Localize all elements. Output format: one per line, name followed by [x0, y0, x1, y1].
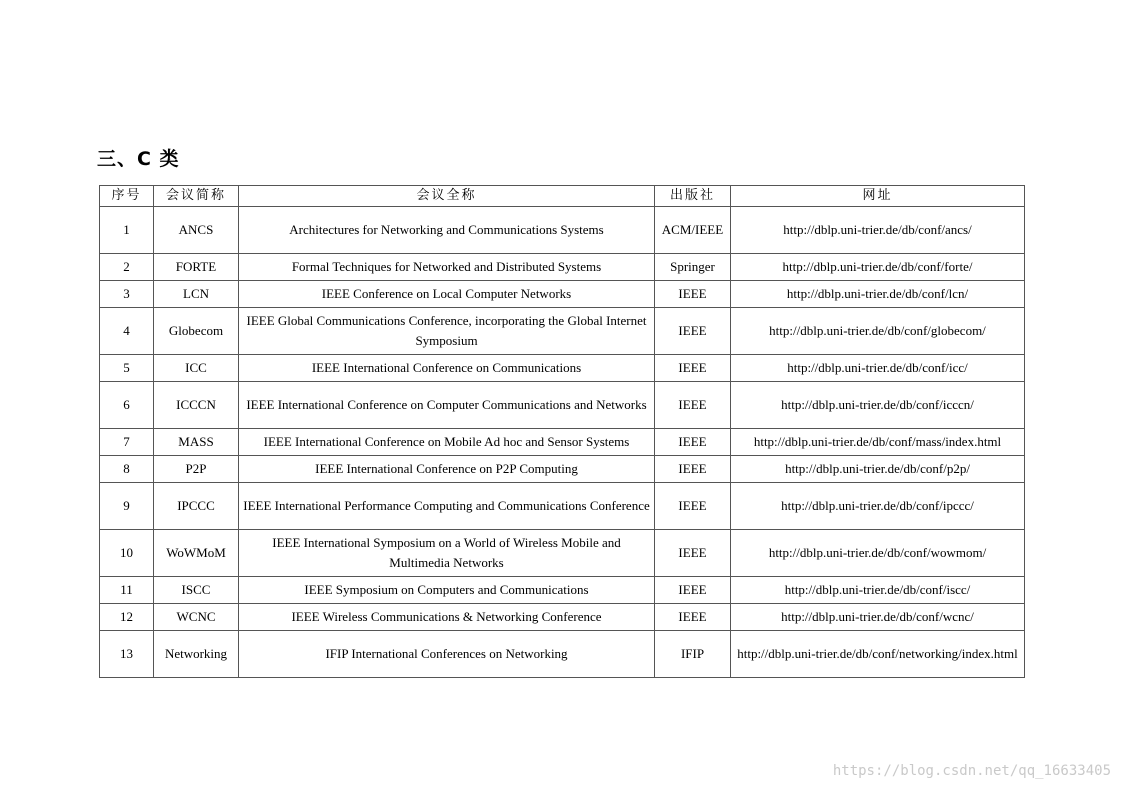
cell-url[interactable]: http://dblp.uni-trier.de/db/conf/forte/: [731, 254, 1025, 281]
cell-publisher: IEEE: [655, 456, 731, 483]
cell-abbr: Globecom: [154, 308, 239, 355]
cell-no: 3: [100, 281, 154, 308]
cell-no: 12: [100, 604, 154, 631]
cell-abbr: ISCC: [154, 577, 239, 604]
cell-abbr: ICCCN: [154, 382, 239, 429]
cell-publisher: IEEE: [655, 483, 731, 530]
cell-full-name: Formal Techniques for Networked and Distributed Systems: [239, 254, 655, 281]
cell-full-name: IEEE International Conference on Mobile Ad hoc and Sensor Systems: [239, 429, 655, 456]
header-url: 网址: [731, 186, 1025, 207]
cell-publisher: ACM/IEEE: [655, 207, 731, 254]
cell-full-name: IEEE International Conference on Communications: [239, 355, 655, 382]
table-row: [100, 483, 1025, 530]
cell-abbr: Networking: [154, 631, 239, 678]
table-row: [100, 631, 1025, 678]
cell-publisher: IEEE: [655, 530, 731, 577]
cell-no: 11: [100, 577, 154, 604]
cell-full-name: IEEE International Conference on P2P Computing: [239, 456, 655, 483]
cell-publisher: IEEE: [655, 281, 731, 308]
cell-url[interactable]: http://dblp.uni-trier.de/db/conf/ipccc/: [731, 483, 1025, 530]
cell-abbr: WoWMoM: [154, 530, 239, 577]
watermark: https://blog.csdn.net/qq_16633405: [832, 763, 1111, 779]
cell-url[interactable]: http://dblp.uni-trier.de/db/conf/networking/index.html: [731, 631, 1025, 678]
cell-no: 10: [100, 530, 154, 577]
header-publisher: 出版社: [655, 186, 731, 207]
table-row: [100, 577, 1025, 604]
cell-publisher: IEEE: [655, 308, 731, 355]
cell-abbr: ANCS: [154, 207, 239, 254]
cell-abbr: IPCCC: [154, 483, 239, 530]
cell-url[interactable]: http://dblp.uni-trier.de/db/conf/globecom/: [731, 308, 1025, 355]
cell-full-name: IEEE International Symposium on a World of Wireless Mobile and Multimedia Networks: [239, 530, 655, 577]
cell-no: 5: [100, 355, 154, 382]
table-row: [100, 281, 1025, 308]
cell-no: 2: [100, 254, 154, 281]
cell-abbr: FORTE: [154, 254, 239, 281]
cell-url[interactable]: http://dblp.uni-trier.de/db/conf/ancs/: [731, 207, 1025, 254]
cell-url[interactable]: http://dblp.uni-trier.de/db/conf/icc/: [731, 355, 1025, 382]
header-abbr: 会议简称: [154, 186, 239, 207]
header-no: 序号: [100, 186, 154, 207]
cell-no: 7: [100, 429, 154, 456]
table-row: [100, 207, 1025, 254]
cell-abbr: ICC: [154, 355, 239, 382]
table-row: [100, 456, 1025, 483]
cell-url[interactable]: http://dblp.uni-trier.de/db/conf/icccn/: [731, 382, 1025, 429]
cell-url[interactable]: http://dblp.uni-trier.de/db/conf/iscc/: [731, 577, 1025, 604]
table-row: [100, 530, 1025, 577]
cell-full-name: Architectures for Networking and Communications Systems: [239, 207, 655, 254]
cell-abbr: LCN: [154, 281, 239, 308]
table-header-row: [100, 186, 1025, 207]
table-row: [100, 604, 1025, 631]
cell-full-name: IEEE International Performance Computing and Communications Conference: [239, 483, 655, 530]
cell-publisher: IEEE: [655, 429, 731, 456]
cell-publisher: IEEE: [655, 604, 731, 631]
cell-no: 6: [100, 382, 154, 429]
cell-abbr: WCNC: [154, 604, 239, 631]
table-row: [100, 308, 1025, 355]
header-full-name: 会议全称: [239, 186, 655, 207]
cell-url[interactable]: http://dblp.uni-trier.de/db/conf/wcnc/: [731, 604, 1025, 631]
cell-no: 8: [100, 456, 154, 483]
cell-no: 1: [100, 207, 154, 254]
cell-url[interactable]: http://dblp.uni-trier.de/db/conf/wowmom/: [731, 530, 1025, 577]
cell-full-name: IEEE Wireless Communications & Networking Conference: [239, 604, 655, 631]
table-row: [100, 429, 1025, 456]
cell-full-name: IFIP International Conferences on Networking: [239, 631, 655, 678]
cell-publisher: IEEE: [655, 577, 731, 604]
table-row: [100, 355, 1025, 382]
cell-publisher: IEEE: [655, 382, 731, 429]
table-row: [100, 254, 1025, 281]
cell-abbr: P2P: [154, 456, 239, 483]
cell-url[interactable]: http://dblp.uni-trier.de/db/conf/p2p/: [731, 456, 1025, 483]
table-row: [100, 382, 1025, 429]
cell-abbr: MASS: [154, 429, 239, 456]
conference-table: [99, 185, 1025, 678]
cell-publisher: IFIP: [655, 631, 731, 678]
cell-url[interactable]: http://dblp.uni-trier.de/db/conf/lcn/: [731, 281, 1025, 308]
cell-publisher: IEEE: [655, 355, 731, 382]
cell-url[interactable]: http://dblp.uni-trier.de/db/conf/mass/index.html: [731, 429, 1025, 456]
section-title: 三、C 类: [97, 148, 180, 170]
cell-publisher: Springer: [655, 254, 731, 281]
cell-no: 13: [100, 631, 154, 678]
cell-full-name: IEEE Symposium on Computers and Communications: [239, 577, 655, 604]
cell-full-name: IEEE Conference on Local Computer Networks: [239, 281, 655, 308]
cell-full-name: IEEE International Conference on Computer Communications and Networks: [239, 382, 655, 429]
cell-no: 4: [100, 308, 154, 355]
cell-full-name: IEEE Global Communications Conference, incorporating the Global Internet Symposium: [239, 308, 655, 355]
cell-no: 9: [100, 483, 154, 530]
